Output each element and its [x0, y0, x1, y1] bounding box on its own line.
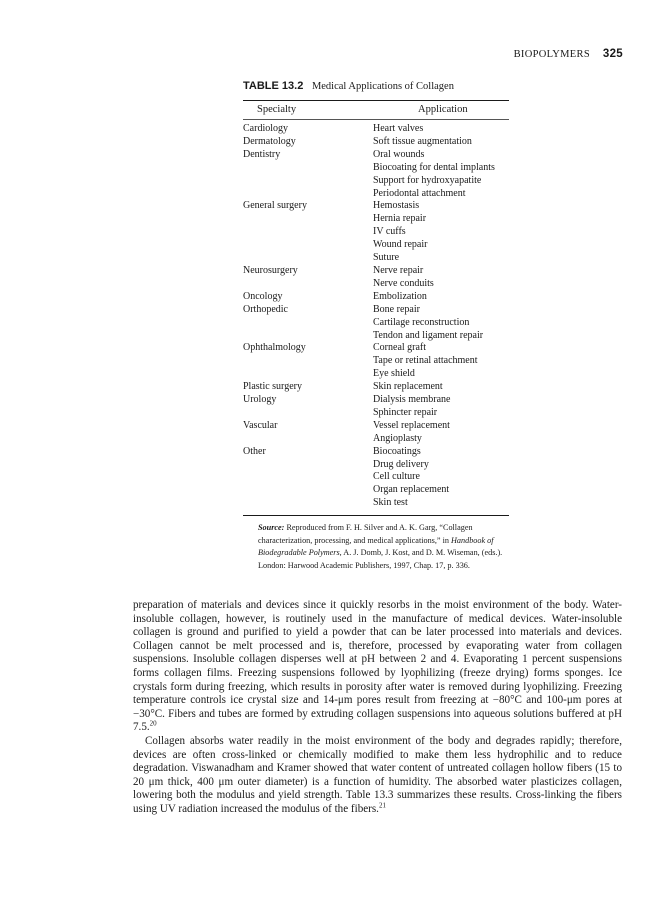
- table-row: [243, 120, 509, 136]
- table-row: [243, 381, 509, 394]
- application-cell: Biocoating for dental implants: [373, 161, 495, 173]
- specialty-cell: Vascular: [243, 419, 278, 431]
- specialty-cell: General surgery: [243, 200, 307, 212]
- table-row: [243, 304, 509, 317]
- application-cell: Wound repair: [373, 239, 428, 251]
- specialty-cell: Plastic surgery: [243, 381, 302, 393]
- application-cell: Hernia repair: [373, 213, 427, 225]
- paragraph-1-text: preparation of materials and devices since it quickly resorbs in the moist environment of the body. Water-insoluble collagen, however, is routinely used in the manufacture of medical devices. Water-insoluble collagen is ground and purified to yield a powder that can be later processed into materials and devices. Collagen cannot be melt processed and is, therefore, processed by evaporating water from collagen suspensions. Insoluble collagen disperses well at pH between 2 and 4. Evaporating 1 percent suspensions forms collagen films. Freezing suspensions followed by lyophilizing (freeze drying) forms sponges. Ice crystals form during freezing, which results in porosity after water is removed during lyophilizing. Freezing temperature controls ice crystal size and 14-μm pores result from freezing at −80°C and 100-μm pores at −30°C. Fibers and tubes are formed by extruding collagen suspensions into aqueous solutions buffered at pH 7.5.: [133, 599, 622, 734]
- application-cell: Oral wounds: [373, 148, 425, 160]
- application-cell: Soft tissue augmentation: [373, 135, 472, 147]
- paragraph-2-text: Collagen absorbs water readily in the moist environment of the body and degrades rapidly; therefore, devices are often cross-linked or chemically modified to make them less hydrophilic and to reduce degradation. Viswanadham and Kramer showed that water content of untreated collagen hollow fibers (15 to 20 μm thick, 400 μm outer diameter) is a function of humidity. The absorbed water plasticizes collagen, lowering both the modulus and yield strength. Table 13.3 summarizes these results. Cross-linking the fibers using UV radiation increased the modulus of the fibers.: [133, 734, 622, 815]
- application-cell: Drug delivery: [373, 458, 429, 470]
- specialty-cell: [243, 175, 373, 188]
- table-row: [243, 136, 509, 149]
- source-text-1: Reproduced from F. H. Silver and A. K. Garg, “Collagen characterization, processing, and medical applications,” in: [258, 523, 473, 545]
- table-row: [243, 471, 509, 484]
- table-row: [243, 226, 509, 239]
- application-cell: Dialysis membrane: [373, 394, 451, 406]
- specialty-cell: [243, 162, 373, 175]
- application-cell: Sphincter repair: [373, 406, 438, 418]
- application-cell: Cartilage reconstruction: [373, 316, 470, 328]
- table-row: [243, 342, 509, 355]
- specialty-cell: [243, 355, 373, 368]
- specialty-cell: [243, 497, 373, 513]
- table-row: [243, 149, 509, 162]
- table-source-note: [258, 522, 509, 572]
- table-row: [243, 162, 509, 175]
- application-cell: Biocoatings: [373, 445, 421, 457]
- specialty-cell: [243, 226, 373, 239]
- table-row: [243, 330, 509, 343]
- application-cell: Nerve repair: [373, 264, 424, 276]
- running-head-section: BIOPOLYMERS: [513, 49, 590, 60]
- specialty-cell: [243, 484, 373, 497]
- application-cell: Bone repair: [373, 303, 420, 315]
- paragraph-1: [133, 599, 622, 735]
- paragraph-2: [133, 735, 622, 817]
- table-row: [243, 252, 509, 265]
- specialty-cell: Dermatology: [243, 135, 296, 147]
- specialty-cell: [243, 433, 373, 446]
- specialty-cell: [243, 188, 373, 201]
- table-row: [243, 317, 509, 330]
- table-row: [243, 484, 509, 497]
- table-row: [243, 368, 509, 381]
- specialty-cell: [243, 330, 373, 343]
- source-book-title: Handbook of Biodegradable Polymers: [258, 535, 494, 558]
- application-cell: Eye shield: [373, 368, 415, 380]
- table-title: Medical Applications of Collagen: [311, 81, 454, 92]
- table-block: [243, 80, 509, 573]
- application-cell: IV cuffs: [373, 226, 406, 238]
- column-header-application: Application: [373, 101, 509, 120]
- specialty-cell: [243, 471, 373, 484]
- specialty-cell: Urology: [243, 394, 277, 406]
- application-cell: Cell culture: [373, 471, 420, 483]
- table-row: [243, 394, 509, 407]
- application-cell: Hemostasis: [373, 200, 420, 212]
- table-body: [243, 120, 509, 514]
- table-header-row: [243, 101, 509, 120]
- application-cell: Skin replacement: [373, 381, 443, 393]
- application-cell: Heart valves: [373, 123, 424, 134]
- specialty-cell: [243, 459, 373, 472]
- specialty-cell: Cardiology: [243, 123, 288, 134]
- paragraph-2-reference: 21: [378, 801, 386, 810]
- table-caption: [243, 80, 509, 92]
- specialty-cell: Oncology: [243, 290, 283, 302]
- source-text-2: , A. J. Domb, J. Kost, and D. M. Wiseman, (eds.). London: Harwood Academic Publishers, 1997, Chap. 17, p. 336.: [258, 548, 503, 570]
- table-row: [243, 200, 509, 213]
- specialty-cell: Neurosurgery: [243, 264, 298, 276]
- table-row: [243, 175, 509, 188]
- specialty-cell: Ophthalmology: [243, 342, 306, 354]
- table-row: [243, 278, 509, 291]
- paragraph-1-reference: 20: [149, 719, 157, 728]
- table-row: [243, 407, 509, 420]
- table-row: [243, 239, 509, 252]
- specialty-cell: [243, 317, 373, 330]
- application-cell: Periodontal attachment: [373, 187, 466, 199]
- application-cell: Angioplasty: [373, 432, 422, 444]
- table-row: [243, 446, 509, 459]
- table-label: TABLE 13.2: [243, 80, 304, 92]
- specialty-cell: [243, 407, 373, 420]
- table-row: [243, 497, 509, 513]
- collagen-applications-table: [243, 100, 509, 513]
- specialty-cell: [243, 252, 373, 265]
- table-row: [243, 433, 509, 446]
- source-label: Source:: [258, 523, 285, 533]
- table-row: [243, 459, 509, 472]
- specialty-cell: [243, 278, 373, 291]
- table-row: [243, 420, 509, 433]
- table-row: [243, 188, 509, 201]
- body-text: [133, 599, 622, 817]
- application-cell: Embolization: [373, 290, 427, 302]
- specialty-cell: [243, 368, 373, 381]
- application-cell: Vessel replacement: [373, 419, 450, 431]
- table-row: [243, 291, 509, 304]
- table-row: [243, 265, 509, 278]
- application-cell: Nerve conduits: [373, 277, 434, 289]
- application-cell: Corneal graft: [373, 342, 427, 354]
- application-cell: Organ replacement: [373, 484, 450, 496]
- page-number: 325: [602, 48, 623, 60]
- application-cell: Support for hydroxyapatite: [373, 174, 482, 186]
- application-cell: Skin test: [373, 497, 408, 509]
- table-row: [243, 355, 509, 368]
- specialty-cell: Orthopedic: [243, 303, 288, 315]
- table-row: [243, 213, 509, 226]
- application-cell: Tendon and ligament repair: [373, 329, 484, 341]
- specialty-cell: Dentistry: [243, 148, 281, 160]
- specialty-cell: Other: [243, 445, 266, 457]
- column-header-specialty: Specialty: [243, 101, 373, 120]
- specialty-cell: [243, 239, 373, 252]
- application-cell: Suture: [373, 252, 400, 264]
- running-head: [514, 48, 623, 60]
- table-bottom-rule: [243, 515, 509, 516]
- application-cell: Tape or retinal attachment: [373, 355, 478, 367]
- specialty-cell: [243, 213, 373, 226]
